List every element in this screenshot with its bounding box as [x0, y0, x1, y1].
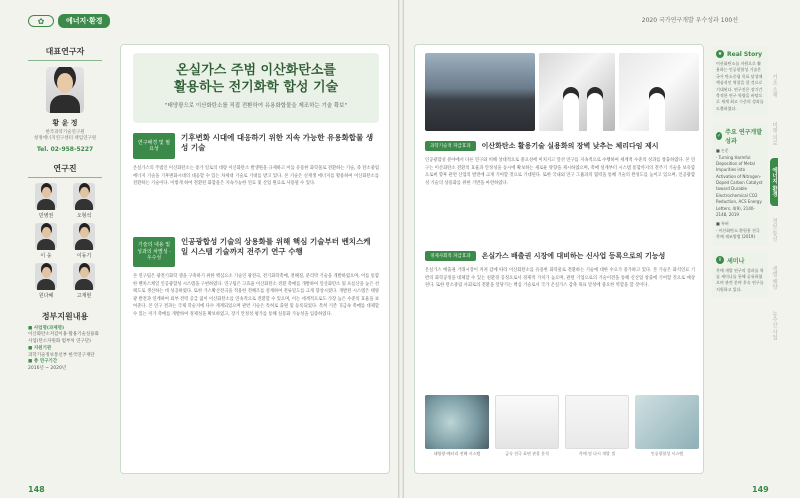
avatar: [73, 183, 95, 210]
papers-text: ■ 논문 · Turning Harmful Deposition of Metal Impurities into Activation of Nitrogen-Doped Carbon Catalyst toward Durable Electrochemical CO2 Reduction, ACS Energy Letters, 4(9), 2140-2148, 2019: [716, 148, 763, 218]
seminar-text: 촉매 개발 연구의 성과를 학술 세미나를 통해 공유하였으며 관련 분야 후속 연구를 지원하고 있다.: [716, 267, 764, 292]
achievements-box: ✓ 주요 연구개발 성과 ■ 논문 · Turning Harmful Deposition of Metal Impurities into Activation of Nitrogen-Doped Carbon Catalyst toward Durable Electrochemical CO2 Reduction, ACS Energy Letters, 4(9), 2140-2148, 2019 ■ 특허 · 이산화탄소 환원용 전극 촉매 제조방법 (2019): [712, 123, 768, 245]
check-icon: ✓: [716, 133, 722, 140]
section-heading: 온실가스 배출권 시장에 대비하는 신사업 등록으로의 기능성: [481, 252, 666, 260]
group-photo: [425, 53, 535, 131]
title-block: [133, 53, 379, 123]
team-member: 고재현: [66, 263, 102, 299]
category-tag: 에너지·환경: [58, 14, 110, 28]
tab-chapter[interactable]: 생명 해양: [771, 266, 777, 290]
section-technology: [133, 237, 377, 267]
figure-image: [495, 395, 559, 449]
section-scientific-impact: [425, 141, 658, 151]
real-story-text: 이산화탄소를 자원으로 활용하는 인공광합성 기술은 국가 탄소중립 목표 달성에 핵심적인 역할을 할 것으로 기대된다. 연구진은 장기간 축적한 연구 역량을 바탕으로 세계 최고 수준의 성과를 도출하였다.: [716, 61, 764, 111]
seminar-box: i 세미나 촉매 개발 연구의 성과를 학술 세미나를 통해 공유하였으며 관련 분야 후속 연구를 지원하고 있다.: [712, 252, 768, 299]
section-body: 온실가스 배출권 거래시장이 커져 감에 따라 이산화탄소를 유용한 화학물로 전환하는 기술에 대한 수요가 증가하고 있다. 본 기술은 화석연료 기반의 화학공정을 대체할 수 있는 친환경 공정으로서 경제적 가치가 높으며, 관련 기업으로의 기술이전을 통해 신산업 창출에 기여할 것으로 예상된다. 또한 탄소중립 사회로의 전환을 앞당기는 핵심 기술로서 국가 온실가스 감축 목표 달성에 중요한 역할을 할 것이다.: [425, 268, 695, 289]
page-number-left: 148: [28, 485, 45, 494]
section-heading: 인공광합성 기술의 상용화를 위해 핵심 기술부터 벤치스케일 시스템 기술까지 전주기 연구 수행: [181, 237, 371, 256]
avatar: [73, 263, 95, 290]
figure-image: [635, 395, 699, 449]
figure-image: [565, 395, 629, 449]
tab-chapter[interactable]: 농수산 사업: [771, 311, 777, 341]
section-badge: 과학기술적 파급효과: [425, 141, 476, 151]
section-badge: 경제사회적 파급효과: [425, 251, 476, 261]
profile-title: 대표연구자: [28, 46, 102, 61]
article-title-line1: 온실가스 주범 이산화탄소를: [176, 63, 336, 78]
section-economic-impact: [425, 251, 665, 261]
article-subtitle: "태양광으로 이산화탄소를 직접 전환하여 유용화합물을 제조하는 기술 확보": [164, 102, 347, 109]
tab-chapter-active[interactable]: 에너지 환경: [770, 158, 778, 206]
lead-researcher-org: 한국과학기술연구원 청정에너지연구센터 책임연구원: [33, 130, 97, 142]
team-member: 원다혜: [28, 263, 64, 299]
article-left-panel: [120, 44, 390, 474]
figure-caption: 금속 전극 표면 관찰 분석: [505, 451, 549, 456]
category-header: [28, 14, 110, 28]
figure-caption: 촉매 및 다시 개발 셀: [579, 451, 615, 456]
team-member: 이 웅: [28, 223, 64, 259]
chapter-tabs: [770, 62, 796, 350]
team-title: 연구진: [28, 163, 102, 178]
section-background: [133, 133, 377, 159]
section-body: 인공광합성 분야에서 다른 연구와 비해 상대적으로 중요성에 미치지고 앞선 연구를 지속적으로 수행하여 세계적 수준의 성과를 창출하였다. 본 연구는 이산화탄소 전환의 효율과 안정성을 동시에 확보하는 새로운 방향을 제시하였으며, 촉매 설계부터 시스템 통합까지의 전주기 기술을 보유함으로써 향후 관련 산업의 발전에 크게 기여할 것으로 기대된다. 또한 국내외 연구 그룹과의 협력을 통해 기술의 완성도를 높이고 있으며, 인공광합성 기술의 상용화를 위한 기반을 마련하였다.: [425, 158, 695, 186]
team-member: 민병권: [28, 183, 64, 219]
lead-researcher-name: 황 윤 정: [52, 119, 78, 127]
tab-chapter[interactable]: 기초 소재: [771, 74, 777, 98]
star-icon: ★: [717, 51, 723, 57]
lead-researcher-tel: Tel. 02-958-5227: [36, 145, 94, 153]
avatar: [35, 263, 57, 290]
leaf-icon: ✿: [28, 15, 54, 27]
section-badge: 연구배경 및 필요성: [133, 133, 175, 159]
avatar: [73, 223, 95, 250]
avatar: [35, 183, 57, 210]
avatar: [35, 223, 57, 250]
section-heading: 이산화탄소 활용기술 실용화의 장벽 낮추는 체리다임 제시: [481, 142, 659, 150]
researcher-profile: [28, 46, 102, 474]
real-story-box: ★ Real Story 이산화탄소를 자원으로 활용하는 인공광합성 기술은 국가 탄소중립 목표 달성에 핵심적인 역할을 할 것으로 기대된다. 연구진은 장기간 축적한 연구 역량을 바탕으로 세계 최고 수준의 성과를 도출하였다.: [712, 46, 768, 117]
gov-support-list: ■ 사업명(과제명) 이산화탄소저감이용·활용기술실용화사업(탄소자원화 범부처 연구단) ■ 지원기관 과학기술정보통신부 한국연구재단 ■ 총 연구기간 2016년 ~ 2020년: [28, 325, 99, 372]
photo-row: [425, 53, 699, 131]
team-member: 오형석: [66, 183, 102, 219]
article-title-line2: 활용하는 전기화학 합성 기술: [173, 79, 339, 95]
lab-photo: [619, 53, 699, 131]
series-title: 2020 국가연구개발 우수성과 100선: [641, 17, 738, 24]
tab-chapter[interactable]: 미래 의료: [771, 122, 777, 146]
section-heading: 기후변화 시대에 대응하기 위한 지속 가능한 유용화합물 생성 기술: [181, 133, 374, 152]
figure-caption: 인공광합성 시스템: [650, 451, 684, 456]
info-column: [712, 46, 768, 474]
info-icon: i: [716, 256, 724, 264]
section-body: 온실가스의 주범인 이산화탄소는 증가 일로의 대량 이산화탄소 발생원을 규제하고 이를 유용한 화학물로 전환하는 기술, 즉 탄소중립 에너지 기술을 기후변화시대의 대응할 수 있는 차세대 기술로 기대를 받고 있다. 본 기술은 신재생 에너지를 활용하여 이산화탄소를 전환하는 기술이다. 이렇게 하여 전환된 화합물은 지속가능한 연료 및 산업 원료로 사용될 수 있다.: [133, 166, 379, 187]
section-body: 본 연구팀은 광전기화학 셀을 구축하기 위한 핵심요소 기술인 광전극, 전기화학촉매, 전해질, 분리막 기술을 개발하였으며, 이를 통합한 벤치스케일 인공광합성 시스템을 구현하였다. 연구팀은 고효율 이산화탄소 전환 촉매를 개발하여 일산화탄소 및 포름산을 높은 선택도로 생산하는 데 성공하였다. 또한 가스확산전극을 적용한 전해조를 설계하여 전류밀도를 크게 향상시켰다. 개발된 시스템은 태양광 발전과 연계하여 외부 전력 공급 없이 이산화탄소를 연속적으로 전환할 수 있으며, 이는 세계적으로도 가장 높은 수준의 효율을 보여준다. 본 연구 결과는 국제 학술지에 다수 게재되었으며 관련 기술은 특허로 출원 및 등록되었다. 특히 기존 귀금속 촉매를 대체할 수 있는 저가 촉매를 개발하여 경제성을 확보하였고, 장기 안정성 평가를 통해 실용화 가능성을 입증하였다.: [133, 274, 379, 317]
figure-row: [425, 395, 699, 457]
team-grid: [28, 183, 102, 299]
article-right-panel: [414, 44, 704, 474]
figure-caption: 태양광-배터리 전해 시스템: [433, 451, 481, 456]
page-gutter: [398, 0, 404, 498]
lab-photo: [539, 53, 615, 131]
page-number-right: 149: [752, 485, 769, 494]
figure-image: [425, 395, 489, 449]
patent-text: ■ 특허 · 이산화탄소 환원용 전극 촉매 제조방법 (2019): [716, 221, 760, 240]
lead-researcher-photo: [46, 67, 84, 113]
section-badge: 기술의 내용 및 성과의 차별성 · 우수성: [133, 237, 175, 267]
tab-chapter[interactable]: 정보 통신: [771, 218, 777, 242]
gov-support-title: 정부지원내용: [41, 311, 89, 321]
team-member: 이동기: [66, 223, 102, 259]
